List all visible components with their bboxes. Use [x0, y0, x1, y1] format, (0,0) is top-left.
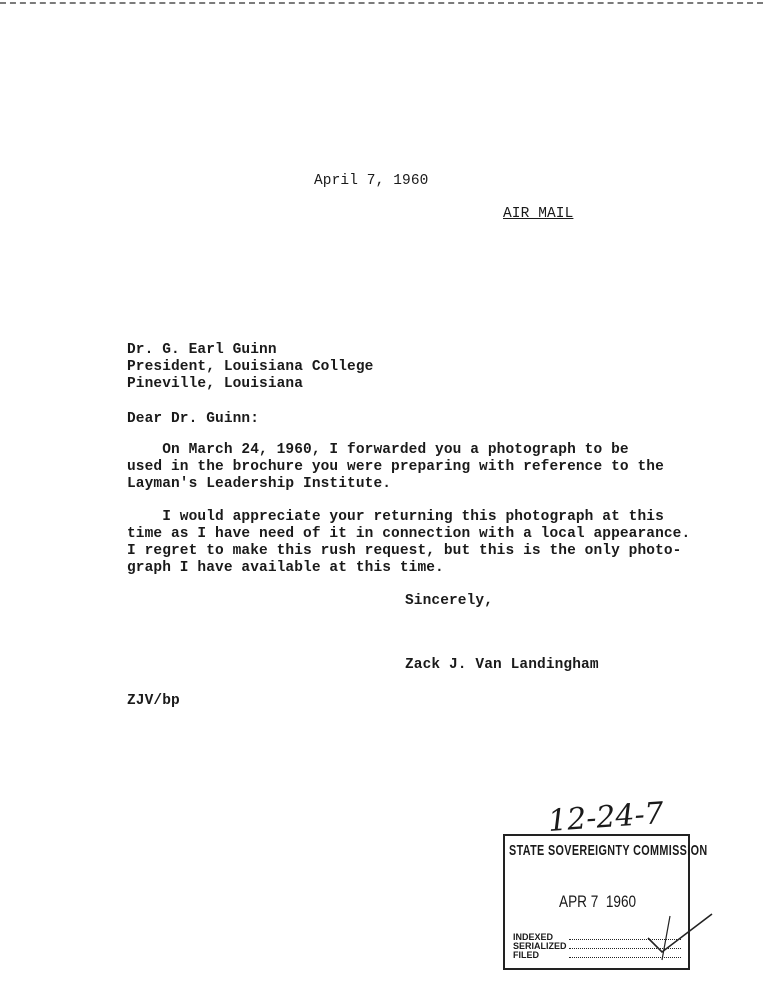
- typist-initials: ZJV/bp: [127, 693, 180, 709]
- paragraph-2: [127, 509, 690, 577]
- stamp-row-label: FILED: [513, 950, 539, 960]
- stamp-row-label: INDEXED: [513, 932, 554, 942]
- paragraph-line: time as I have need of it in connection with a local appearance.: [127, 526, 691, 542]
- top-edge-line: [0, 2, 763, 4]
- closing: Sincerely,: [405, 593, 494, 609]
- recipient-address: [127, 342, 373, 393]
- paragraph-line: I regret to make this rush request, but this is the only photo-: [127, 543, 682, 559]
- stamp-title: STATE SOVEREIGNTY COMMISSION: [509, 842, 708, 859]
- letter-date: April 7, 1960: [314, 173, 429, 189]
- salutation: Dear Dr. Guinn:: [127, 411, 260, 427]
- stamp-row-filed: [513, 950, 539, 960]
- signer-name: Zack J. Van Landingham: [405, 657, 599, 673]
- stamp-row-label: SERIALIZED: [513, 941, 567, 951]
- recipient-title: President, Louisiana College: [127, 359, 374, 375]
- recipient-name: Dr. G. Earl Guinn: [127, 342, 277, 358]
- paragraph-line: Layman's Leadership Institute.: [127, 476, 392, 492]
- paragraph-line: On March 24, 1960, I forwarded you a photograph to be: [127, 442, 629, 458]
- checkmark-scribble-icon: [640, 908, 720, 968]
- paragraph-line: I would appreciate your returning this photograph at this: [127, 509, 664, 525]
- air-mail-notation: AIR MAIL: [503, 206, 574, 222]
- handwritten-file-number: 12-24-7: [546, 796, 665, 839]
- recipient-city: Pineville, Louisiana: [127, 376, 304, 392]
- paragraph-line: graph I have available at this time.: [127, 560, 444, 576]
- paragraph-1: [127, 442, 664, 493]
- paragraph-line: used in the brochure you were preparing with reference to the: [127, 459, 664, 475]
- stamp-date: APR 7 1960: [559, 892, 637, 911]
